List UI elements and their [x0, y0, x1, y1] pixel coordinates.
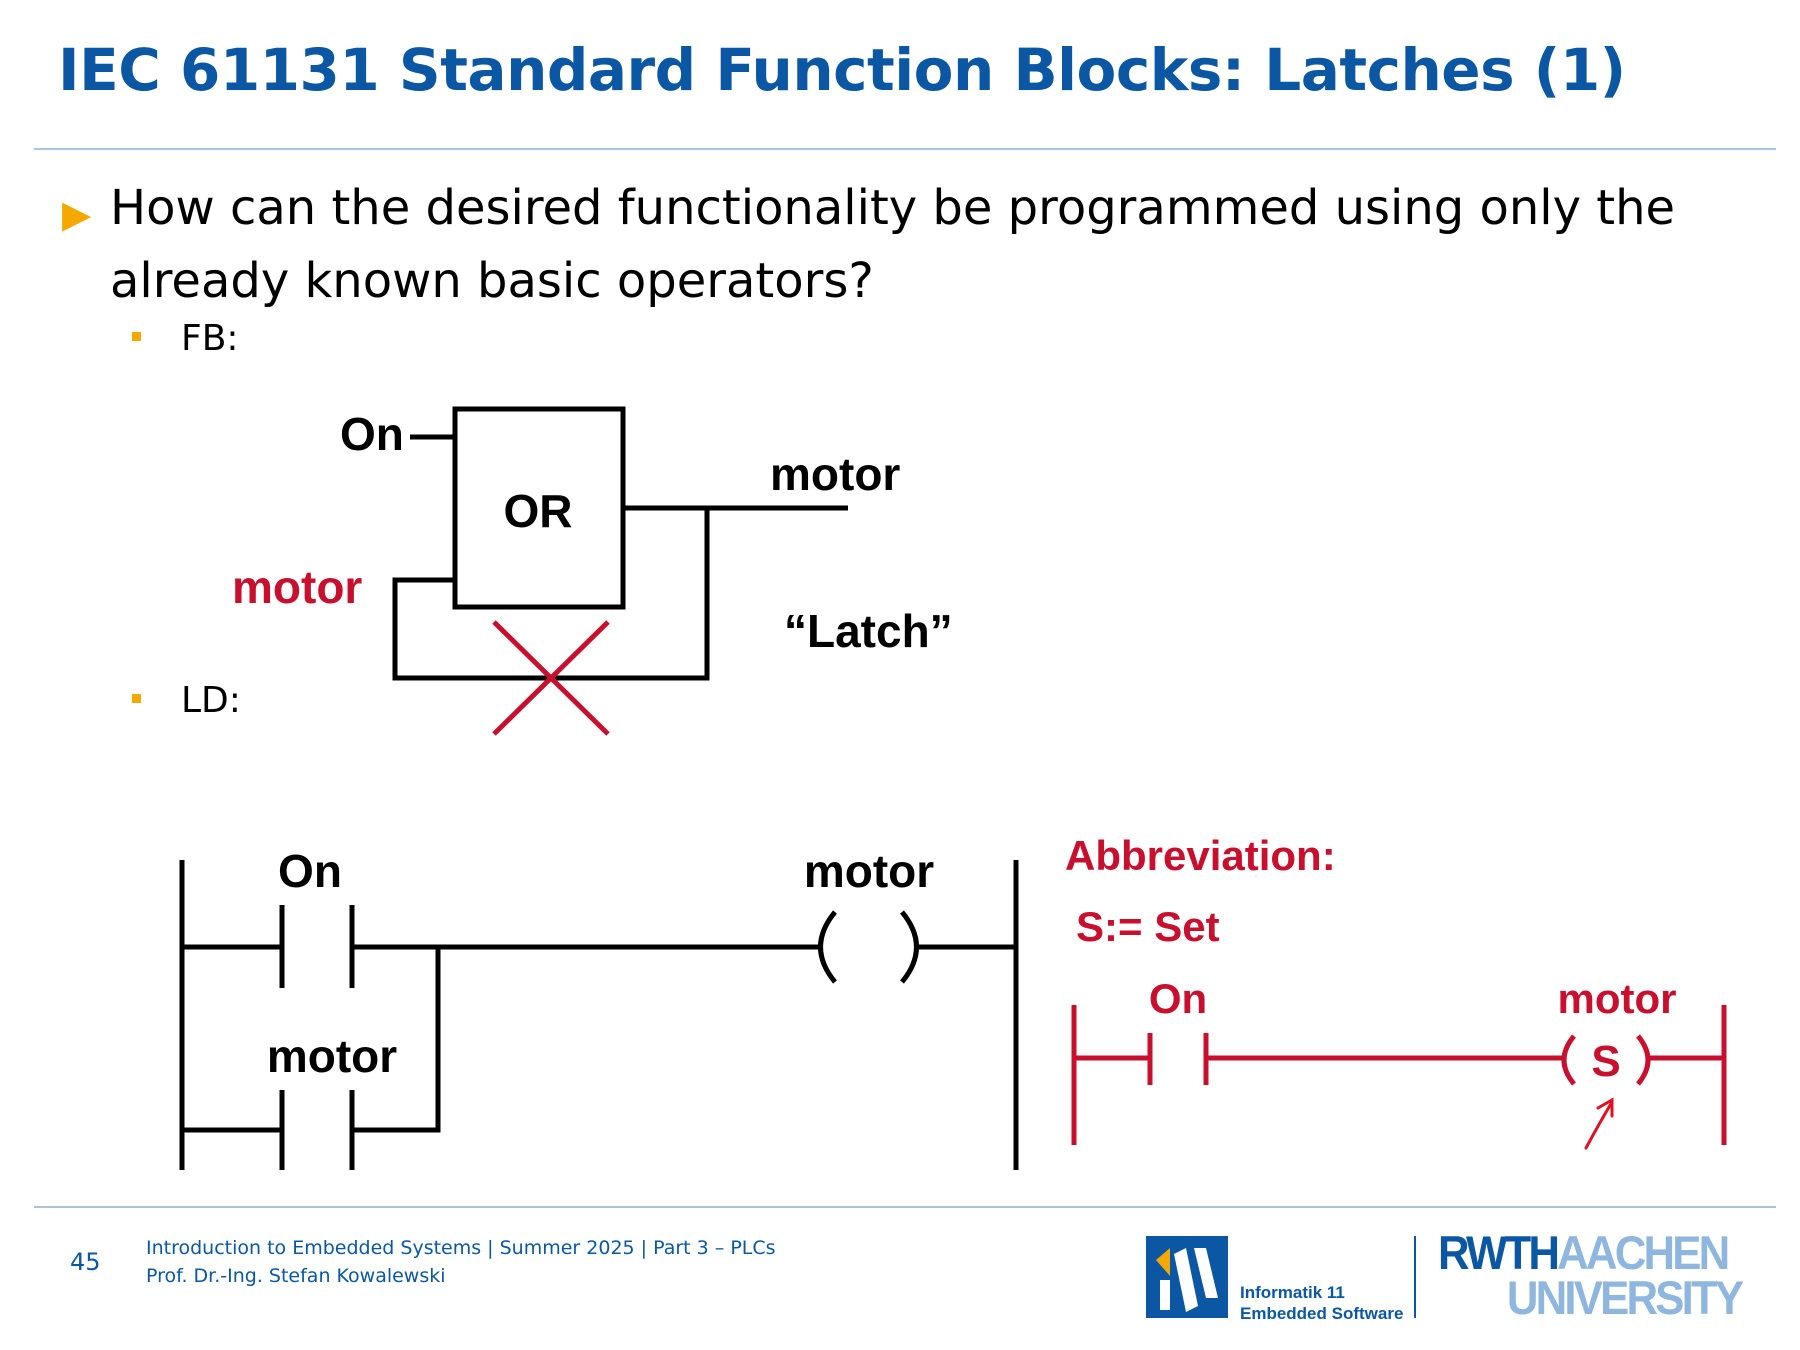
or-block-label: OR: [503, 485, 573, 537]
set-ld-diagram: [1074, 1005, 1724, 1145]
ld-coil-motor-label: motor: [803, 845, 935, 897]
ld-contact-on-label: On: [278, 845, 342, 897]
ld-contact-motor-label: motor: [266, 1030, 398, 1082]
abbreviation-heading: Abbreviation:: [1065, 832, 1336, 879]
coil-left-arc: [821, 912, 836, 982]
triangle-right-icon: ▶: [62, 192, 92, 236]
ld-diagram: [182, 860, 1016, 1170]
set-contact-on-label: On: [1148, 975, 1208, 1022]
coil-right-arc: [902, 912, 917, 982]
aachen-word: AACHEN: [1557, 1226, 1728, 1279]
fb-input-on: On: [340, 408, 404, 460]
latch-caption: “Latch”: [784, 605, 953, 657]
sub-item-label: FB:: [181, 318, 239, 359]
set-coil-left-arc: [1564, 1036, 1574, 1084]
university-word: UNIVERSITY: [1506, 1271, 1742, 1324]
sub-item-label: LD:: [181, 680, 241, 721]
rwth-word: RWTH: [1438, 1226, 1558, 1279]
bullet-line-1: How can the desired functionality be programmed using only the: [110, 180, 1676, 236]
footer-course: Introduction to Embedded Systems | Summer 2025 | Part 3 – PLCs: [146, 1237, 776, 1259]
rwth-logo: [1438, 1226, 1742, 1324]
pointer-arrow-icon: [1586, 1100, 1612, 1148]
footer-text: [146, 1234, 776, 1290]
page-number: 45: [70, 1248, 101, 1276]
fb-feedback-motor: motor: [232, 561, 363, 613]
abbreviation-definition: S:= Set: [1076, 903, 1220, 950]
set-coil-right-arc: [1638, 1036, 1648, 1084]
footer-author: Prof. Dr.-Ing. Stefan Kowalewski: [146, 1265, 446, 1287]
footer-divider: [34, 1206, 1776, 1208]
i11-line-2: Embedded Software: [1240, 1304, 1404, 1323]
i11-line-1: Informatik 11: [1240, 1283, 1345, 1302]
fb-output-motor: motor: [770, 448, 901, 500]
set-coil-motor-label: motor: [1557, 975, 1677, 1022]
logo-separator: [1414, 1236, 1416, 1318]
informatik11-logo-icon: [1146, 1236, 1228, 1318]
informatik11-text: [1240, 1282, 1403, 1324]
bullet-line-2: already known basic operators?: [110, 253, 874, 309]
slide-title: IEC 61131 Standard Function Blocks: Latches (1): [58, 36, 1626, 104]
set-coil-symbol: S: [1591, 1037, 1621, 1086]
